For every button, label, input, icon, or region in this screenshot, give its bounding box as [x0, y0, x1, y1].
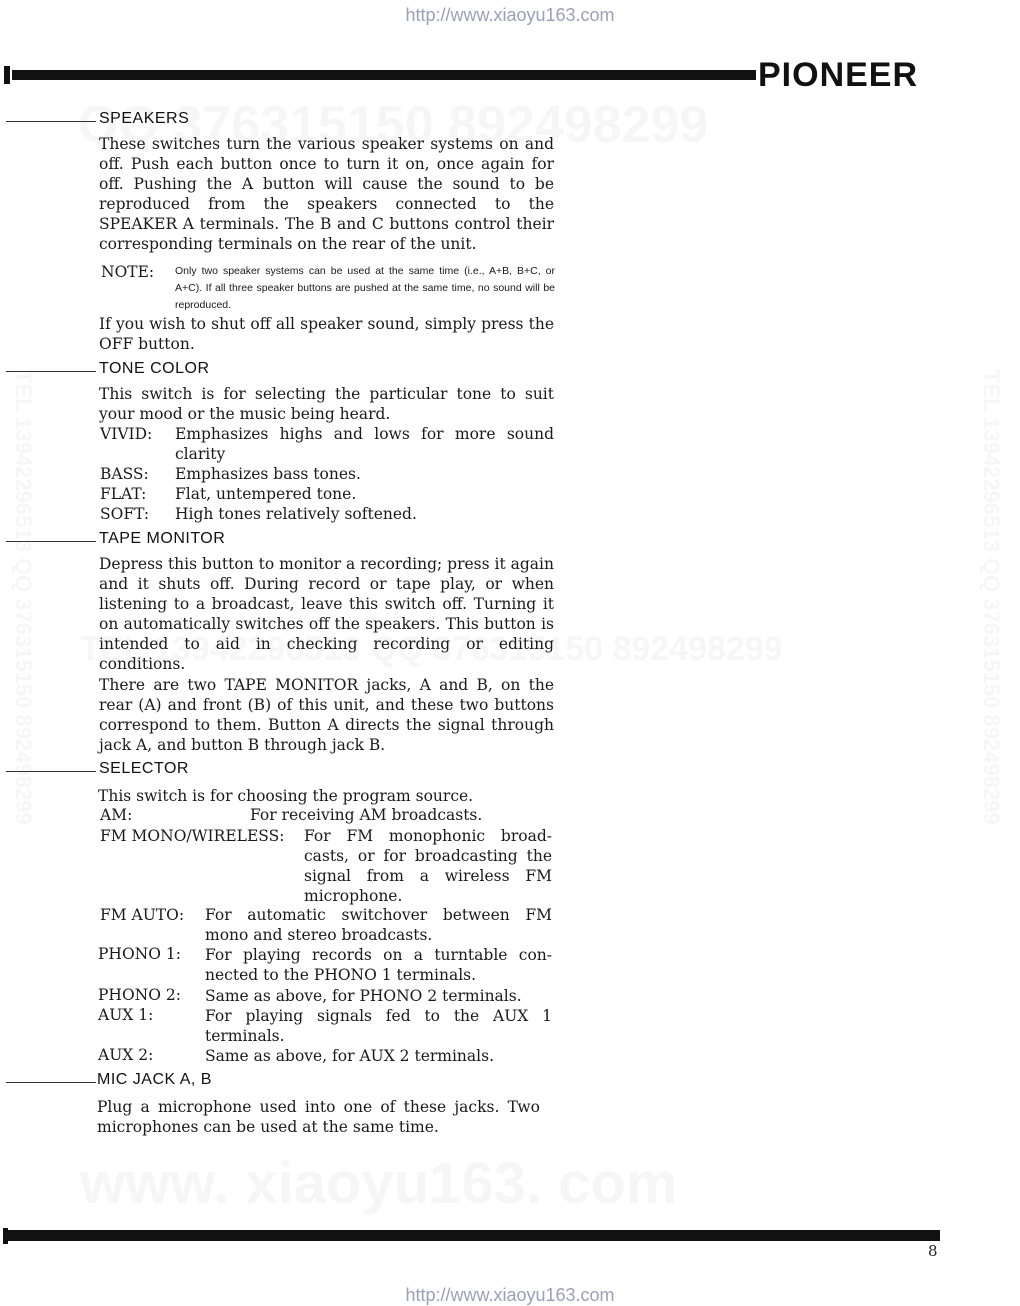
heading-leader-line [6, 541, 96, 542]
tone-term-vivid: VIVID: [100, 425, 153, 443]
page-number: 8 [928, 1242, 938, 1260]
source-url-bottom[interactable]: http://www.xiaoyu163.com [405, 1285, 615, 1305]
tone-desc-vivid: Emphasizes highs and lows for more sound clarity [175, 425, 554, 463]
tone-desc-flat: Flat, untempered tone. [175, 485, 357, 503]
watermark-vertical-left [10, 370, 36, 825]
footer-rule [5, 1230, 940, 1241]
selector-term-am: AM: [100, 806, 133, 824]
selector-desc-fm-mono: For FM monophonic broad-casts, or for broadcasting the signal from a wireless FM microphone. [304, 827, 552, 905]
selector-term-aux1: AUX 1: [98, 1006, 154, 1024]
selector-desc-fm-auto: For automatic switchover between FM mono and stereo broadcasts. [205, 906, 552, 944]
heading-leader-line [6, 1082, 96, 1083]
heading-title: SPEAKERS [99, 110, 190, 127]
tone-color-paragraph: This switch is for selecting the particular tone to suit your mood or the music being heard. [99, 385, 554, 423]
header-rule [12, 70, 756, 80]
heading-title: MIC JACK A, B [97, 1071, 212, 1088]
tape-monitor-jacks-paragraph: There are two TAPE MONITOR jacks, A and B, on the rear (A) and front (B) of this unit, and these two buttons correspond to them. Button A directs the signal through jack A, and button B through jack B. [99, 676, 554, 754]
note-text: Only two speaker systems can be used at the same time (i.e., A+B, B+C, or A+C). If all three speaker buttons are pushed at the same time, no sound will be reproduced. [175, 265, 555, 311]
tone-term-flat: FLAT: [100, 485, 147, 503]
tone-term-soft: SOFT: [100, 505, 150, 523]
tone-desc-soft: High tones relatively softened. [175, 505, 417, 523]
watermark-site [80, 1150, 677, 1217]
selector-desc-am: For receiving AM broadcasts. [250, 806, 483, 824]
tape-monitor-paragraph: Depress this button to monitor a recording; press it again and it shuts off. During record or tape play, or when listening to a broadcast, leave this switch off. Turning it on automatically switches off the speakers. This button is intended to aid in checking recording or editing conditions. [99, 555, 554, 673]
selector-term-phono2: PHONO 2: [98, 986, 181, 1004]
mic-jack-paragraph: Plug a microphone used into one of these jacks. Two microphones can be used at the same time. [97, 1098, 540, 1136]
selector-term-fm-mono: FM MONO/WIRELESS: [100, 827, 285, 845]
speakers-off-paragraph: If you wish to shut off all speaker sound, simply press the OFF button. [99, 315, 554, 353]
note-label: NOTE: [101, 263, 155, 281]
heading-leader-line [6, 121, 96, 122]
heading-title: TAPE MONITOR [99, 530, 226, 547]
tone-desc-bass: Emphasizes bass tones. [175, 465, 361, 483]
selector-desc-aux2: Same as above, for AUX 2 terminals. [205, 1047, 494, 1065]
selector-desc-aux1: For playing signals fed to the AUX 1 terminals. [205, 1007, 552, 1045]
watermark-vertical-right [978, 370, 1004, 825]
heading-leader-line [6, 371, 96, 372]
selector-term-phono1: PHONO 1: [98, 945, 181, 963]
header-rule-tick [4, 66, 10, 84]
heading-leader-line [6, 771, 96, 772]
source-url-top[interactable]: http://www.xiaoyu163.com [405, 5, 615, 25]
heading-title: TONE COLOR [99, 360, 210, 377]
tone-term-bass: BASS: [100, 465, 149, 483]
selector-paragraph: This switch is for choosing the program source. [98, 787, 474, 805]
selector-term-fm-auto: FM AUTO: [100, 906, 185, 924]
selector-desc-phono2: Same as above, for PHONO 2 terminals. [205, 987, 522, 1005]
selector-desc-phono1: For playing records on a turntable con-nected to the PHONO 1 terminals. [205, 946, 552, 984]
heading-title: SELECTOR [99, 760, 189, 777]
pioneer-logo: PIONEER [758, 56, 919, 94]
speakers-paragraph: These switches turn the various speaker systems on and off. Push each button once to turn it on, once again for off. Pushing the A button will cause the sound to be reproduced from the speakers connected to the SPEAKER A terminals. The B and C buttons control their corresponding terminals on the rear of the unit. [99, 135, 554, 253]
selector-term-aux2: AUX 2: [98, 1046, 154, 1064]
